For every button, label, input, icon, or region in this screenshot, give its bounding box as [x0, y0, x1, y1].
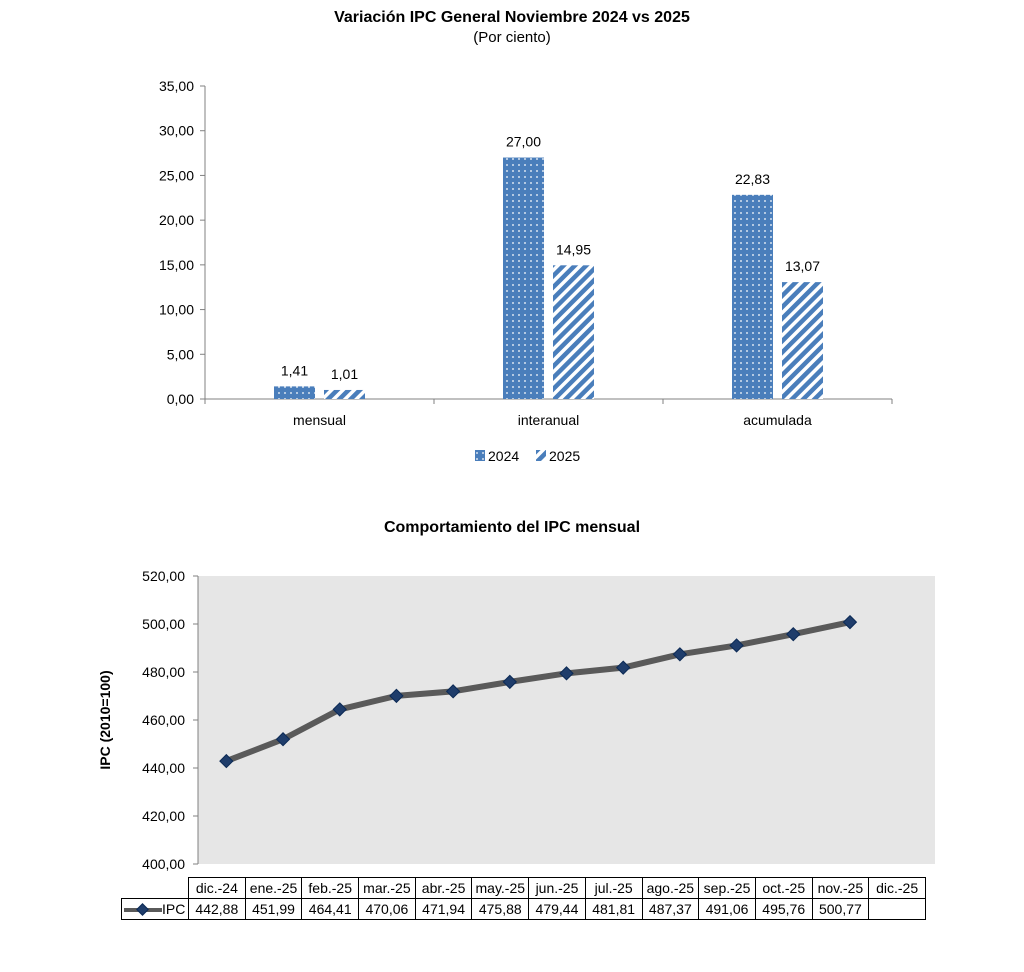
ipc-table-month-cell: ene.-25	[245, 878, 302, 899]
bar-y-tick-label: 25,00	[158, 167, 194, 184]
line-y-axis-title: IPC (2010=100)	[97, 670, 113, 770]
bar-y-tick-label: 35,00	[158, 78, 194, 94]
ipc-table-corner	[122, 878, 189, 899]
bar-chart-subtitle: (Por ciento)	[473, 29, 551, 46]
ipc-series-name: IPC	[162, 901, 186, 917]
ipc-table-value-cell: 475,88	[472, 899, 529, 920]
ipc-table-month-cell: nov.-25	[812, 878, 869, 899]
bar-y-tick-label: 20,00	[158, 212, 194, 229]
ipc-table-month-cell: dic.-25	[869, 878, 926, 899]
ipc-legend-line-marker	[124, 905, 162, 915]
line-y-tick-label: 460,00	[142, 712, 185, 728]
ipc-table-value-row	[122, 899, 926, 920]
line-chart-title: Comportamiento del IPC mensual	[383, 519, 641, 536]
ipc-table-month-cell: oct.-25	[755, 878, 812, 899]
bar-y-tick-label: 15,00	[158, 256, 194, 273]
ipc-table-value-cell: 470,06	[359, 899, 416, 920]
bar-y-tick-label: 10,00	[158, 301, 194, 318]
ipc-table-value-cell: 479,44	[529, 899, 586, 920]
bar-category-label: mensual	[293, 412, 346, 428]
ipc-table-month-cell: sep.-25	[699, 878, 756, 899]
bar-y-tick-label: 0,00	[166, 391, 194, 407]
line-plot-area	[198, 576, 935, 864]
bar-data-label: 14,95	[555, 241, 592, 258]
ipc-table-month-cell: may.-25	[472, 878, 529, 899]
bar-category-label: acumulada	[743, 412, 812, 428]
ipc-table-value-cell: 471,94	[415, 899, 472, 920]
line-y-tick-label: 400,00	[142, 856, 185, 872]
ipc-table-value-cell: 451,99	[245, 899, 302, 920]
ipc-table-month-cell: jun.-25	[529, 878, 586, 899]
bar-category-label: interanual	[517, 412, 580, 428]
ipc-data-table	[121, 877, 926, 920]
ipc-table-month-cell: ago.-25	[642, 878, 699, 899]
line-y-tick-label: 420,00	[142, 808, 185, 824]
bar-y-tick-label: 5,00	[166, 346, 194, 363]
bar-data-label: 22,83	[734, 170, 771, 187]
bar-chart-title: Variación IPC General Noviembre 2024 vs 2025	[334, 9, 690, 26]
bar-data-label: 1,41	[280, 362, 309, 379]
legend-label-2024: 2024	[488, 448, 520, 464]
bar-data-label: 27,00	[505, 133, 542, 150]
ipc-table-value-cell: 464,41	[302, 899, 359, 920]
line-y-tick-label: 520,00	[142, 568, 185, 584]
ipc-table-value-cell	[869, 899, 926, 920]
bar-data-label: 13,07	[784, 258, 821, 275]
bar-data-label: 1,01	[330, 365, 359, 382]
line-y-tick-label: 480,00	[142, 664, 185, 680]
ipc-table-month-cell: feb.-25	[302, 878, 359, 899]
ipc-table-value-cell: 491,06	[699, 899, 756, 920]
ipc-table-value-cell: 481,81	[585, 899, 642, 920]
ipc-table-value-cell: 500,77	[812, 899, 869, 920]
line-y-tick-label: 500,00	[142, 616, 185, 632]
legend-label-2025: 2025	[549, 448, 581, 464]
ipc-table-value-cell: 487,37	[642, 899, 699, 920]
ipc-table-month-cell: mar.-25	[359, 878, 416, 899]
line-y-tick-label: 440,00	[142, 760, 185, 776]
ipc-table-month-cell: abr.-25	[415, 878, 472, 899]
ipc-table-month-cell: jul.-25	[585, 878, 642, 899]
ipc-table-value-cell: 495,76	[755, 899, 812, 920]
ipc-table-month-cell: dic.-24	[189, 878, 246, 899]
ipc-series-label-cell	[122, 899, 189, 920]
ipc-table-header-row	[122, 878, 926, 899]
ipc-table-value-cell: 442,88	[189, 899, 246, 920]
bar-y-tick-label: 30,00	[158, 122, 194, 139]
